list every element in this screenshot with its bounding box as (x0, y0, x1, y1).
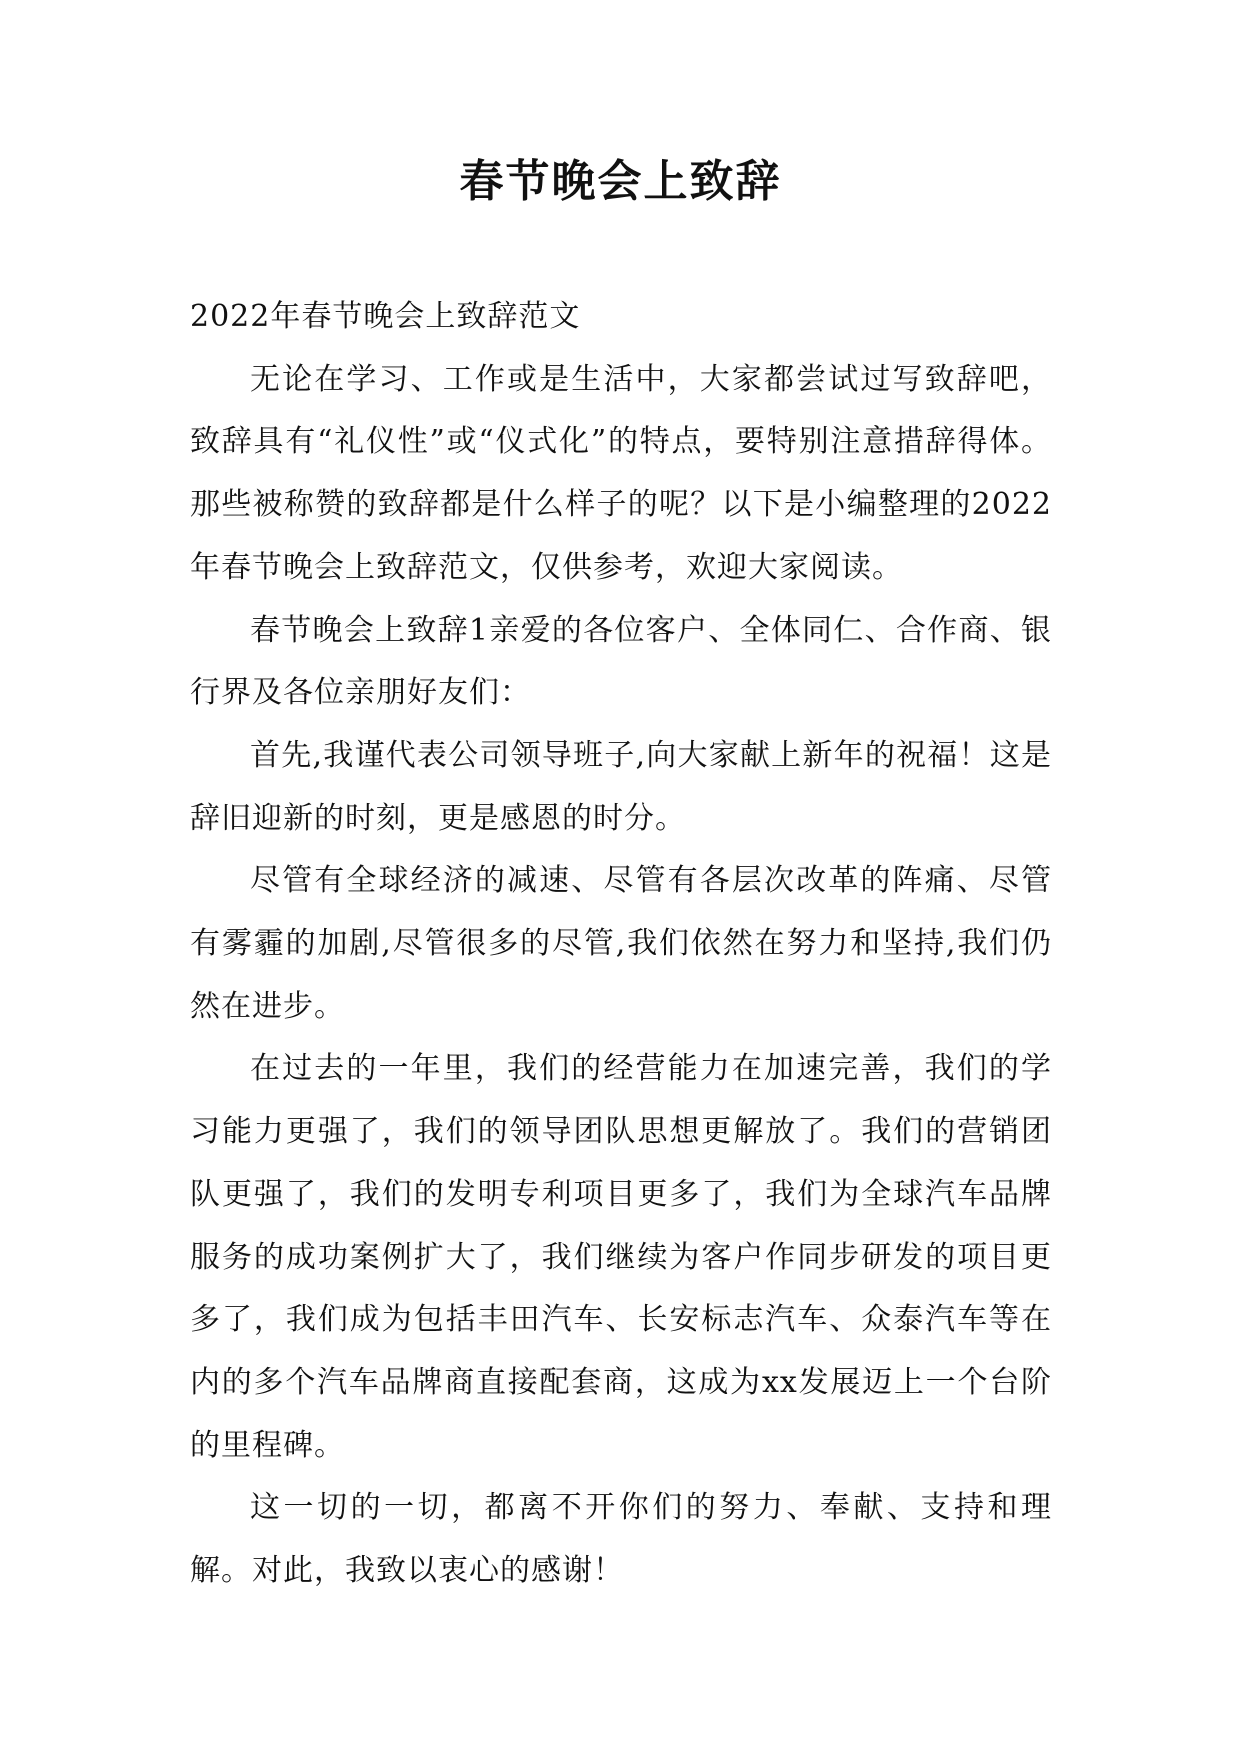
paragraph-intro: 无论在学习、工作或是生活中，大家都尝试过写致辞吧，致辞具有“礼仪性”或“仪式化”的特点，要特别注意措辞得体。那些被称赞的致辞都是什么样子的呢？以下是小编整理的2022年春节晚会上致辞范文，仅供参考，欢迎大家阅读。 (190, 361, 1052, 585)
document-title: 春节晚会上致辞 (459, 156, 782, 207)
paragraph-perseverance: 尽管有全球经济的减速、尽管有各层次改革的阵痛、尽管有雾霾的加剧,尽管很多的尽管,我们依然在努力和坚持,我们仍然在进步。 (190, 863, 1052, 1024)
paragraph-greeting: 春节晚会上致辞1亲爱的各位客户、全体同仁、合作商、银行界及各位亲朋好友们： (190, 612, 1052, 711)
document-body (190, 286, 1052, 1603)
paragraph-achievements: 在过去的一年里，我们的经营能力在加速完善，我们的学习能力更强了，我们的领导团队思想更解放了。我们的营销团队更强了，我们的发明专利项目更多了，我们为全球汽车品牌服务的成功案例扩大了，我们继续为客户作同步研发的项目更多了，我们成为包括丰田汽车、长安标志汽车、众泰汽车等在内的多个汽车品牌商直接配套商，这成为xx发展迈上一个台阶的里程碑。 (190, 1051, 1052, 1463)
document-subtitle: 2022年春节晚会上致辞范文 (190, 299, 581, 334)
paragraph-blessing: 首先,我谨代表公司领导班子,向大家献上新年的祝福！这是辞旧迎新的时刻，更是感恩的时分。 (190, 737, 1052, 836)
paragraph-thanks: 这一切的一切，都离不开你们的努力、奉献、支持和理解。对此，我致以衷心的感谢！ (190, 1490, 1052, 1589)
